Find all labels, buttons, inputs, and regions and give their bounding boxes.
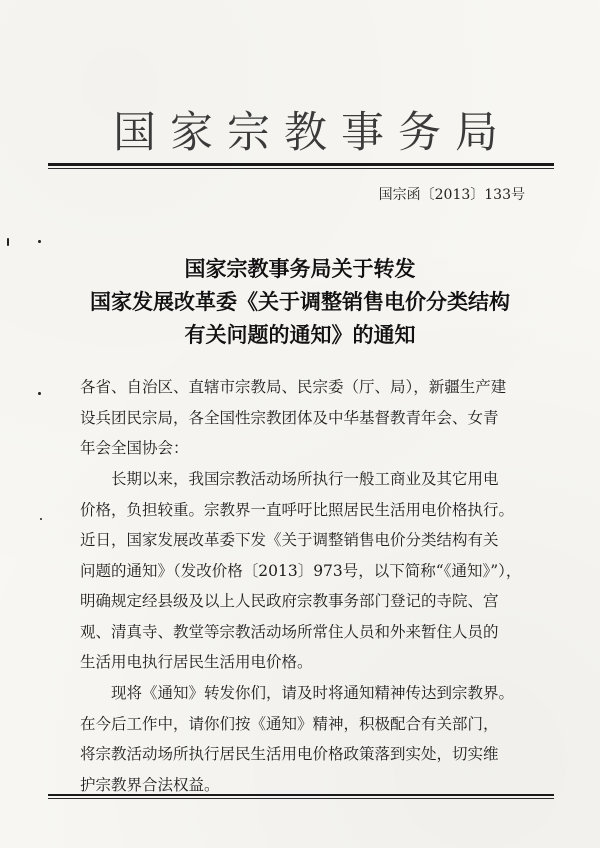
paragraph-line: 将宗教活动场所执行居民生活用电价格政策落到实处，切实维 (80, 745, 499, 763)
paragraph-line: 在今后工作中，请你们按《通知》精神，积极配合有关部门， (80, 714, 499, 733)
heading-line-1: 国家宗教事务局关于转发 (184, 256, 416, 281)
footer-rule-thick (48, 794, 554, 796)
paragraph-line: 问题的通知》（发改价格〔2013〕973号，以下简称“《通知》”）， (80, 561, 522, 580)
scan-speck (7, 238, 9, 246)
heading-line-3: 有关问题的通知》的通知 (184, 322, 416, 347)
paragraph-1 (80, 464, 540, 678)
paragraph-line: 护宗教界合法权益。 (80, 775, 220, 794)
heading-line-2: 国家发展改革委《关于调整销售电价分类结构 (90, 289, 510, 314)
scan-speck (38, 240, 41, 243)
paragraph-line: 观、清真寺、教堂等宗教活动场所常住人员和外来暂住人员的 (80, 622, 499, 641)
paragraph-2 (80, 678, 540, 800)
paragraph-line: 近日，国家发展改革委下发《关于调整销售电价分类结构有关 (80, 531, 499, 549)
document-number: 国宗函〔2013〕133号 (378, 187, 525, 203)
paragraph-line: 价格，负担较重。宗教界一直呼吁比照居民生活用电价格执行。 (80, 500, 515, 519)
scan-speck (40, 518, 42, 520)
letterhead-rule-thick (48, 163, 554, 166)
paragraph-line: 长期以来，我国宗教活动场所执行一般工商业及其它用电 (111, 470, 499, 488)
salutation-line: 各省、自治区、直辖市宗教局、民宗委（厅、局），新疆生产建 (80, 378, 507, 396)
scan-speck (38, 392, 41, 395)
paragraph-line: 生活用电执行居民生活用电价格。 (80, 653, 313, 671)
salutation (80, 372, 540, 464)
paragraph-line: 明确规定经县级及以上人民政府宗教事务部门登记的寺院、宫 (80, 592, 499, 610)
salutation-line: 设兵团民宗局，各全国性宗教团体及中华基督教青年会、女青 (80, 408, 499, 427)
footer-rule-thin (48, 798, 554, 799)
letterhead-title: 国家宗教事务局 (113, 108, 512, 158)
letterhead-rule-thin (48, 168, 554, 169)
salutation-line: 年会全国协会： (80, 439, 189, 457)
paragraph-line: 现将《通知》转发你们，请及时将通知精神传达到宗教界。 (111, 684, 515, 702)
